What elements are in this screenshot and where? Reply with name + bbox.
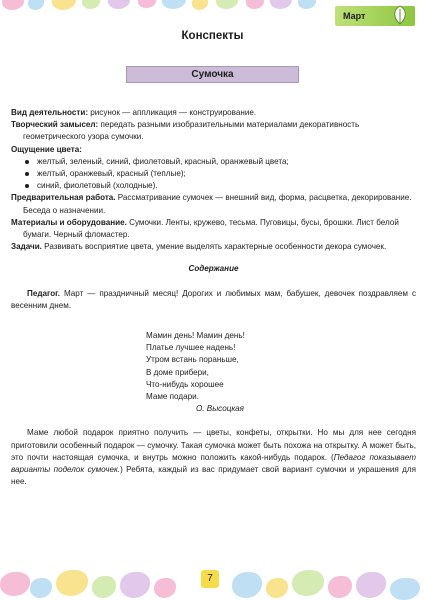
field-text: Рассматривание сумочек — внешний вид, форма, расцветка, декорирование. Беседа о назначении. xyxy=(23,193,412,215)
leaf-icon xyxy=(389,4,411,26)
poem-author: О. Высоцкая xyxy=(196,404,244,414)
page-title: Конспекты xyxy=(181,30,244,42)
poem-line: Маме подари. xyxy=(146,392,199,402)
closing-text-b: ) Ребята, каждый из вас придумает свой вариант сумочки и украшения для нее. xyxy=(11,465,417,487)
closing-paragraph xyxy=(11,427,416,488)
creative-idea xyxy=(11,119,416,143)
color-heading xyxy=(11,144,416,156)
field-label: Задачи. xyxy=(11,242,42,252)
closing-text-a: Маме любой подарок приятно получить — цветы, конфеты, открытки. Но мы для нее сегодня приготовили особенный подарок — сумочку. Такая сумочка может быть похожа на открытку. А может быть, это почти настоящая сумочка, и внутрь можно положить какой-нибудь подарок. ( xyxy=(11,428,416,462)
field-label: Вид деятельности: xyxy=(11,108,89,117)
tasks xyxy=(11,241,416,253)
topic-title: Сумочка xyxy=(191,69,234,80)
speaker-label: Педагог. xyxy=(27,288,60,298)
content-heading: Содержание xyxy=(188,264,239,274)
document-body xyxy=(11,107,416,488)
page-number: 7 xyxy=(201,570,219,588)
field-label: Ощущение цвета: xyxy=(11,144,82,154)
field-label: Творческий замысел: xyxy=(11,120,99,130)
activity-type xyxy=(11,107,416,119)
field-text: Развивать восприятие цвета, умение выделять характерные особенности декора сумочек. xyxy=(41,242,387,252)
poem-line: В доме прибери, xyxy=(146,367,209,377)
field-text: рисунок — аппликация — конструирование. xyxy=(88,108,257,117)
field-label: Предварительная работа. xyxy=(11,193,116,203)
speaker-text: Март — праздничный месяц! Дорогих и любимых мам, бабушек, девочек поздравляем с весенним днем. xyxy=(11,288,416,310)
color-list xyxy=(11,156,416,193)
materials xyxy=(11,217,416,241)
poem-line: Утром встань пораньше, xyxy=(146,355,239,365)
field-label: Материалы и оборудование. xyxy=(11,217,127,227)
poem-line: Мамин день! Мамин день! xyxy=(146,331,245,341)
list-item: желтый, зеленый, синий, фиолетовый, красный, оранжевый цвета; xyxy=(37,156,416,168)
closing-italic: Педагог показывает варианты поделок сумочек. xyxy=(11,452,416,475)
poem-line: Платье лучшее надень! xyxy=(146,343,236,353)
field-text: Сумочки. Ленты, кружево, тесьма. Пуговицы, бусы, брошки. Лист белой бумаги. Черный фломастер. xyxy=(23,217,399,240)
poem-line: Что-нибудь хорошее xyxy=(146,379,224,389)
poem xyxy=(146,330,416,415)
field-text: передать разными изобразительными материалами декоративность геометрического узора сумочки. xyxy=(23,120,360,142)
teacher-paragraph xyxy=(11,288,416,312)
preliminary-work xyxy=(11,192,416,216)
topic-bar xyxy=(126,66,299,83)
list-item: желтый, оранжевый, красный (теплые); xyxy=(37,168,416,180)
list-item: синий, фиолетовый (холодные). xyxy=(37,180,416,192)
month-label: Март xyxy=(343,11,366,21)
